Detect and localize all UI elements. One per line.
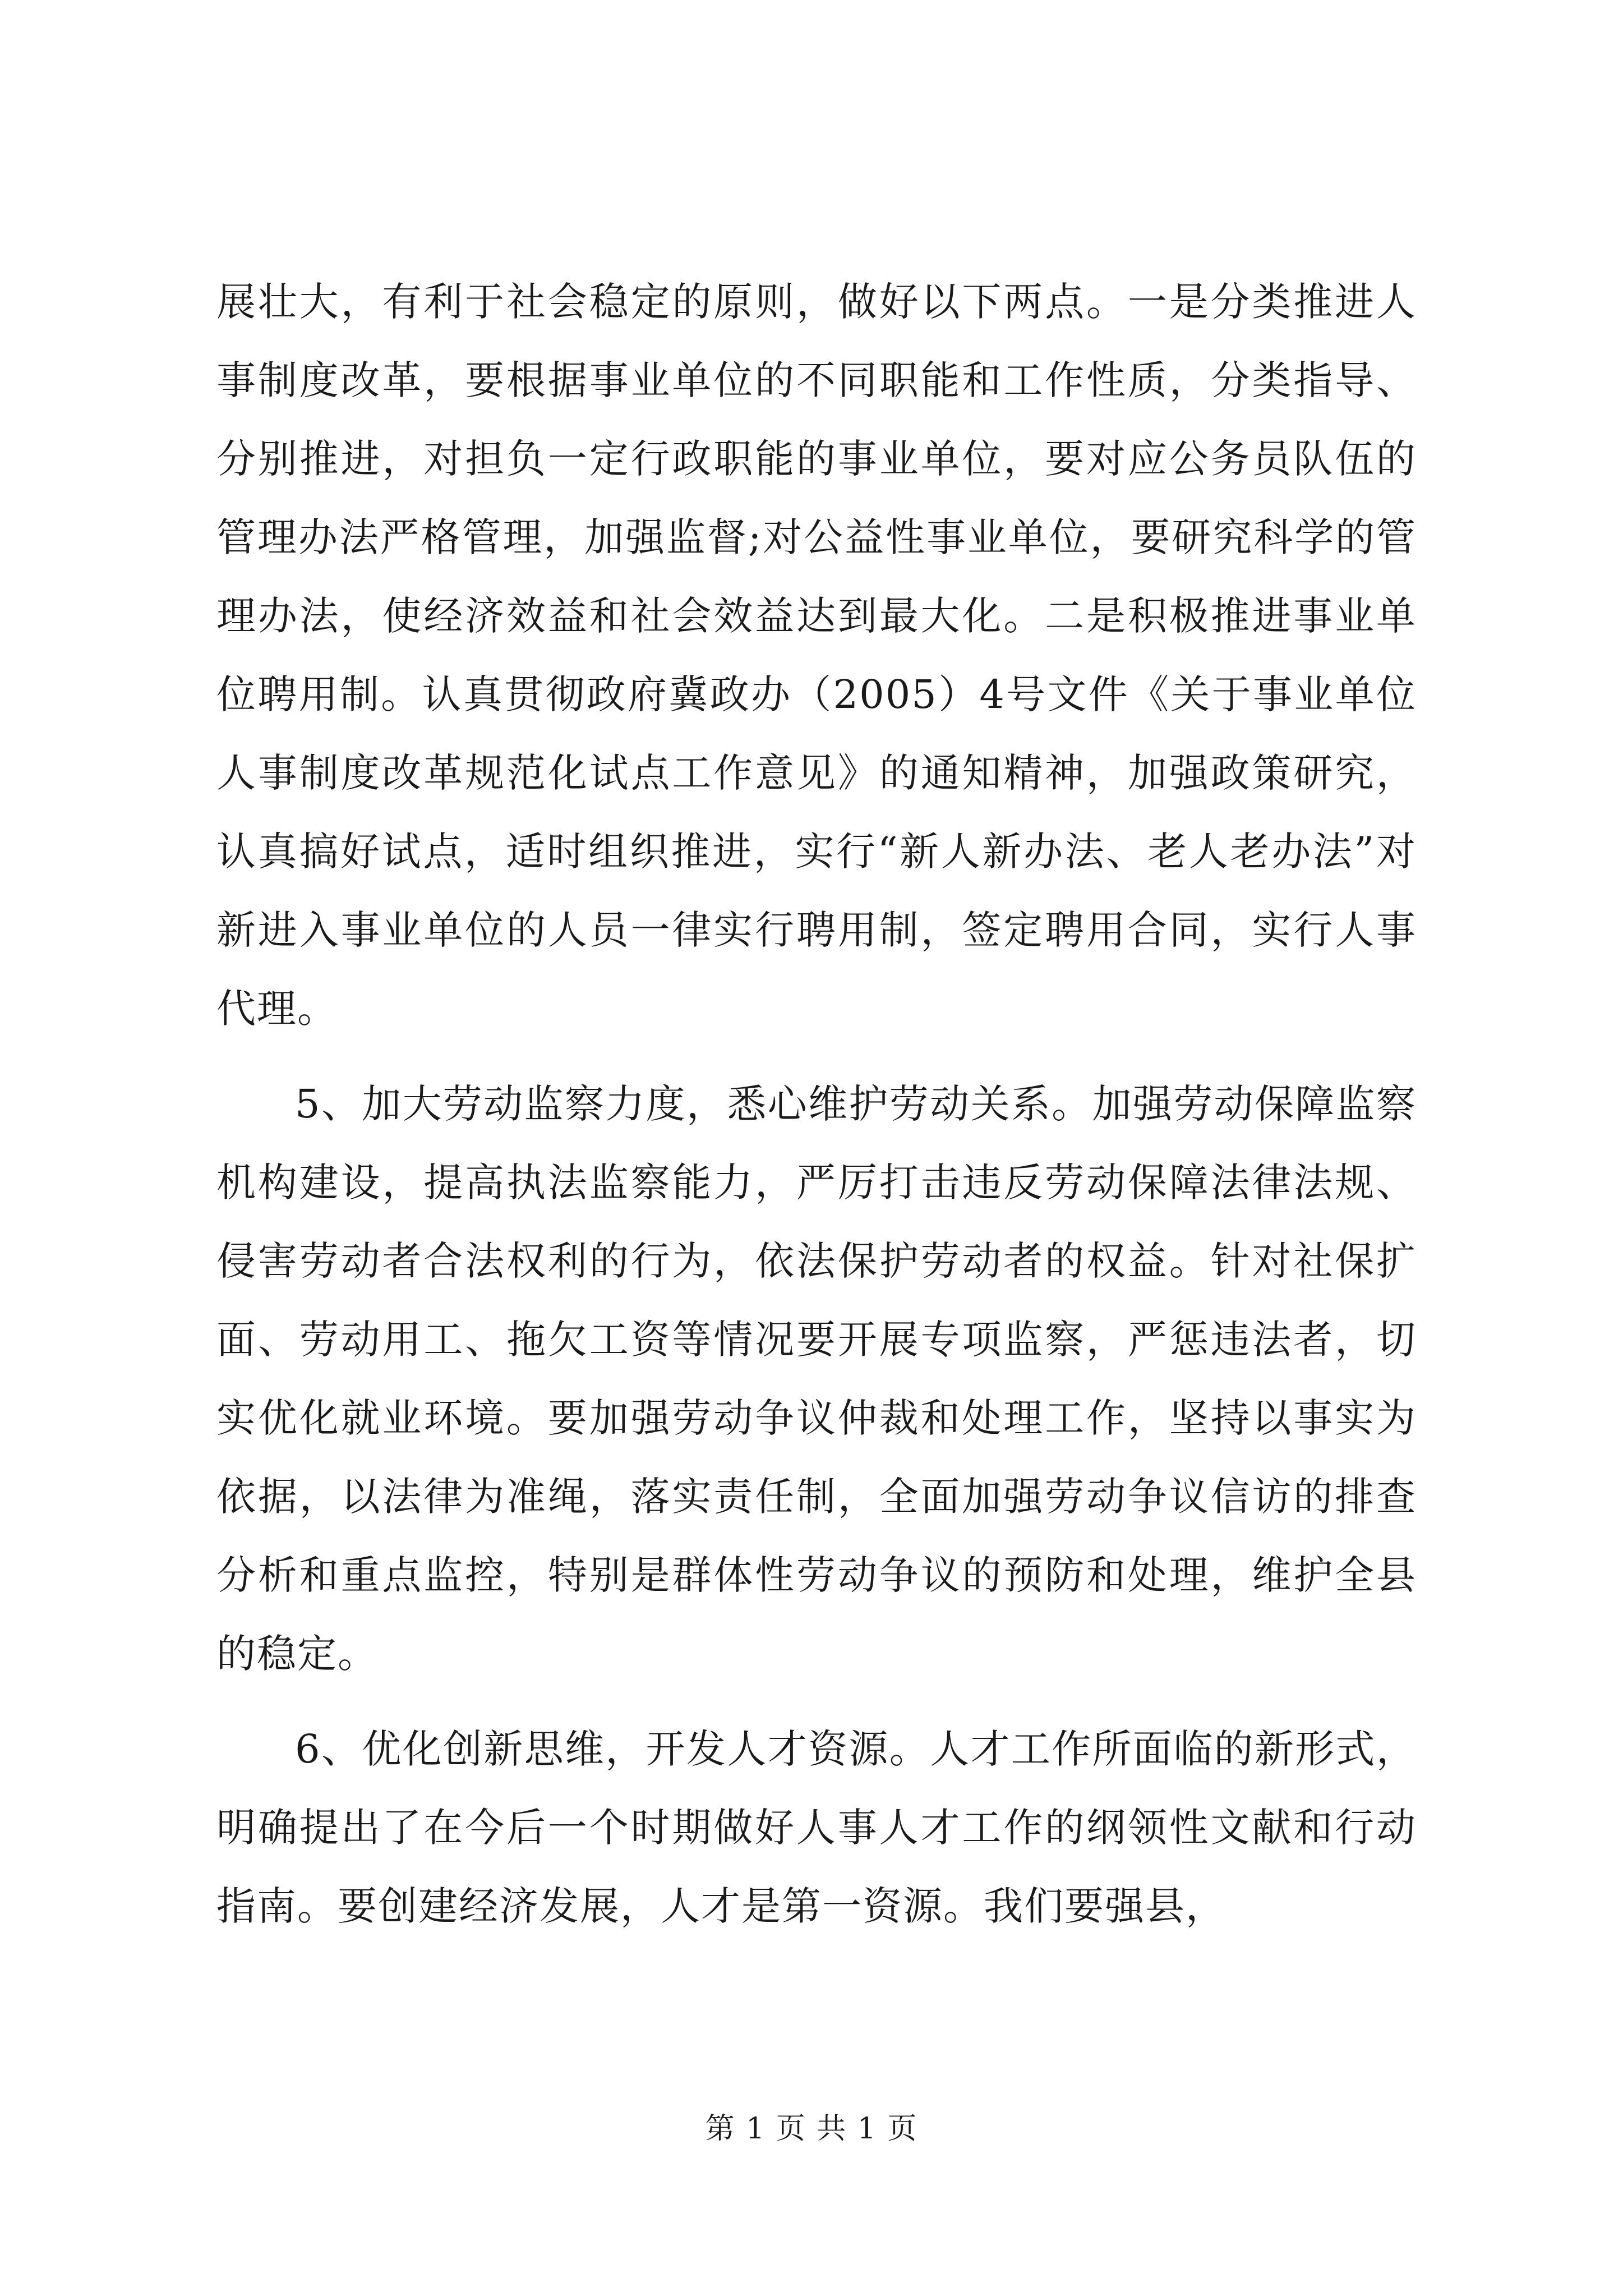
paragraph-labor-supervision: 5、加大劳动监察力度，悉心维护劳动关系。加强劳动保障监察机构建设，提高执法监察能力，严厉打击违反劳动保障法律法规、侵害劳动者合法权利的行为，依法保护劳动者的权益。针对社保扩面、劳动用工、拖欠工资等情况要开展专项监察，严惩违法者，切实优化就业环境。要加强劳动争议仲裁和处理工作，坚持以事实为依据，以法律为准绳，落实责任制，全面加强劳动争议信访的排查分析和重点监控，特别是群体性劳动争议的预防和处理，维护全县的稳定。 — [216, 1081, 1417, 1677]
body-text — [216, 263, 1417, 1945]
paragraph-continued: 展壮大，有利于社会稳定的原则，做好以下两点。一是分类推进人事制度改革，要根据事业单位的不同职能和工作性质，分类指导、分别推进，对担负一定行政职能的事业单位，要对应公务员队伍的管理办法严格管理，加强监督;对公益性事业单位，要研究科学的管理办法，使经济效益和社会效益达到最大化。二是积极推进事业单位聘用制。认真贯彻政府冀政办（2005）4号文件《关于事业单位人事制度改革规范化试点工作意见》的通知精神，加强政策研究，认真搞好试点，适时组织推进，实行“新人新办法、老人老办法”对新进入事业单位的人员一律实行聘用制，签定聘用合同，实行人事代理。 — [216, 279, 1417, 1032]
page-footer: 第 1 页 共 1 页 — [705, 2112, 918, 2146]
paragraph-talent-resources: 6、优化创新思维，开发人才资源。人才工作所面临的新形式，明确提出了在今后一个时期做好人事人才工作的纲领性文献和行动指南。要创建经济发展，人才是第一资源。我们要强县， — [216, 1726, 1417, 1929]
